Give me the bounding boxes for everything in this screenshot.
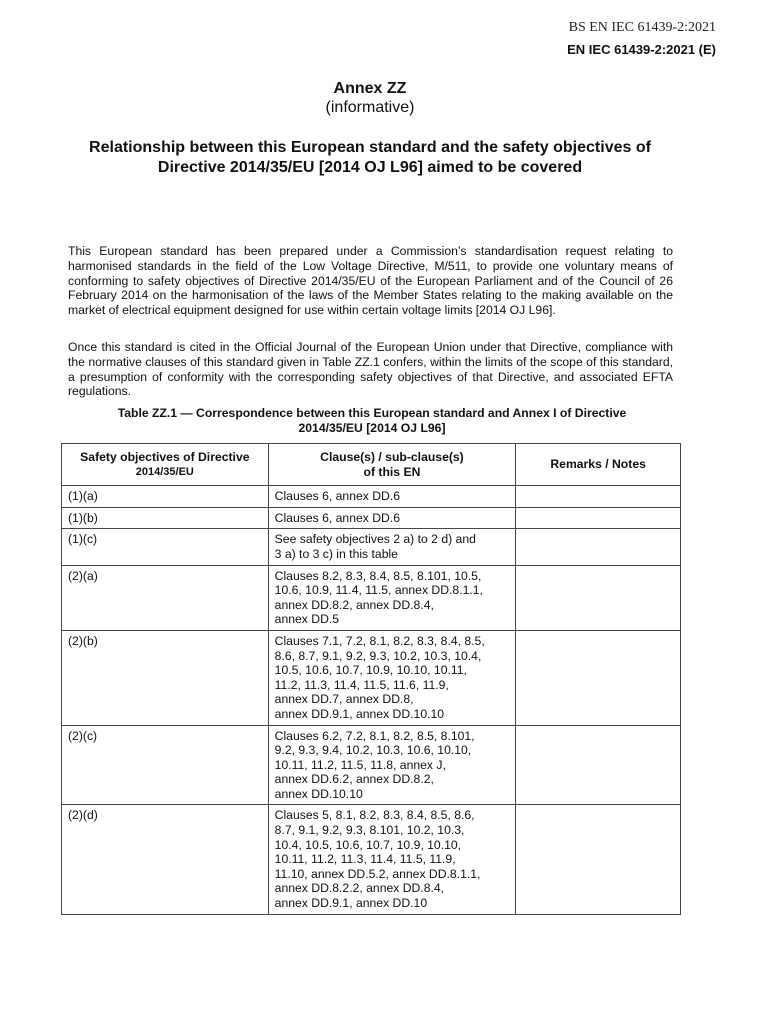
relationship-title: Relationship between this European standard and the safety objectives of Directive 2014/35/EU [2014 OJ L96] aimed to be covered (89, 139, 651, 176)
header-safety-objectives-line-1: Safety objectives of Directive (80, 450, 250, 464)
clauses-cell: Clauses 7.1, 7.2, 8.1, 8.2, 8.3, 8.4, 8.5, 8.6, 8.7, 9.1, 9.2, 9.3, 10.2, 10.3, 10.4, 10.5, 10.6, 10.7, 10.9, 10.10, 10.11, 11.2, 11.3, 11.4, 11.5, 11.6, 11.9, annex DD.7, annex DD.8, annex DD.9.1, annex DD.10.10 (268, 630, 516, 725)
header-clauses-line-1: Clause(s) / sub-clause(s) (320, 450, 464, 464)
annex-title: Annex ZZ (333, 80, 407, 97)
header-clauses-line-2: of this EN (363, 464, 421, 479)
objective-cell: (1)(c) (62, 529, 269, 565)
objective-cell: (1)(a) (62, 486, 269, 508)
clauses-cell: Clauses 5, 8.1, 8.2, 8.3, 8.4, 8.5, 8.6, 8.7, 9.1, 9.2, 9.3, 8.101, 10.2, 10.3, 10.4, 10.5, 10.6, 10.7, 10.9, 10.10, 10.11, 11.2, 11.3, 11.4, 11.5, 11.9, 11.10, annex DD.5.2, annex DD.8.1.1, annex DD.8.2.2, annex DD.8.4, annex DD.9.1, annex DD.10 (268, 805, 516, 914)
remarks-cell (516, 630, 681, 725)
table-row (62, 725, 681, 805)
remarks-cell (516, 725, 681, 805)
document-header (567, 20, 716, 57)
table-caption-line-2: 2014/35/EU [2014 OJ L96] (298, 421, 446, 435)
table-row (62, 805, 681, 914)
intro-paragraph: This European standard has been prepared under a Commission’s standardisation request relating to harmonised standards in the field of the Low Voltage Directive, M/511, to provide one voluntary means of conforming to safety objectives of Directive 2014/35/EU of the European Parliament and of the Council of 26 February 2014 on the harmonisation of the laws of the Member States relating to the making available on the market of electrical equipment designed for use within certain voltage limits [2014 OJ L96]. (68, 244, 673, 318)
annex-subtitle: (informative) (325, 99, 415, 116)
correspondence-table (61, 443, 681, 915)
objective-cell: (2)(b) (62, 630, 269, 725)
objective-cell: (2)(a) (62, 565, 269, 630)
standard-id: BS EN IEC 61439-2:2021 (568, 20, 716, 35)
remarks-cell (516, 507, 681, 529)
citation-paragraph: Once this standard is cited in the Official Journal of the European Union under that Directive, compliance with the normative clauses of this standard given in Table ZZ.1 confers, within the limits of the scope of this standard, a presumption of conformity with the corresponding safety objectives of that Directive, and associated EFTA regulations. (68, 340, 673, 399)
clauses-cell: Clauses 8.2, 8.3, 8.4, 8.5, 8.101, 10.5, 10.6, 10.9, 11.4, 11.5, annex DD.8.1.1, annex DD.8.2, annex DD.8.4, annex DD.5 (268, 565, 516, 630)
header-remarks: Remarks / Notes (516, 444, 681, 486)
table-header-row (62, 444, 681, 486)
table-row (62, 486, 681, 508)
objective-cell: (1)(b) (62, 507, 269, 529)
remarks-cell (516, 486, 681, 508)
clauses-cell: Clauses 6, annex DD.6 (268, 507, 516, 529)
table-row (62, 565, 681, 630)
objective-cell: (2)(c) (62, 725, 269, 805)
table-row (62, 529, 681, 565)
objective-cell: (2)(d) (62, 805, 269, 914)
header-clauses (268, 444, 516, 486)
standard-edition: EN IEC 61439-2:2021 (E) (567, 42, 716, 57)
annex-heading (0, 80, 740, 117)
table-row (62, 630, 681, 725)
remarks-cell (516, 565, 681, 630)
clauses-cell: See safety objectives 2 a) to 2 d) and 3 a) to 3 c) in this table (268, 529, 516, 565)
table-caption (62, 406, 682, 436)
remarks-cell (516, 529, 681, 565)
table-row (62, 507, 681, 529)
header-safety-objectives (62, 444, 269, 486)
clauses-cell: Clauses 6, annex DD.6 (268, 486, 516, 508)
clauses-cell: Clauses 6.2, 7.2, 8.1, 8.2, 8.5, 8.101, 9.2, 9.3, 9.4, 10.2, 10.3, 10.6, 10.10, 10.11, 11.2, 11.5, 11.8, annex J, annex DD.6.2, annex DD.8.2, annex DD.10.10 (268, 725, 516, 805)
table-caption-line-1: Table ZZ.1 — Correspondence between this European standard and Annex I of Directive (117, 406, 627, 420)
header-safety-objectives-line-2: 2014/35/EU (135, 465, 194, 478)
remarks-cell (516, 805, 681, 914)
